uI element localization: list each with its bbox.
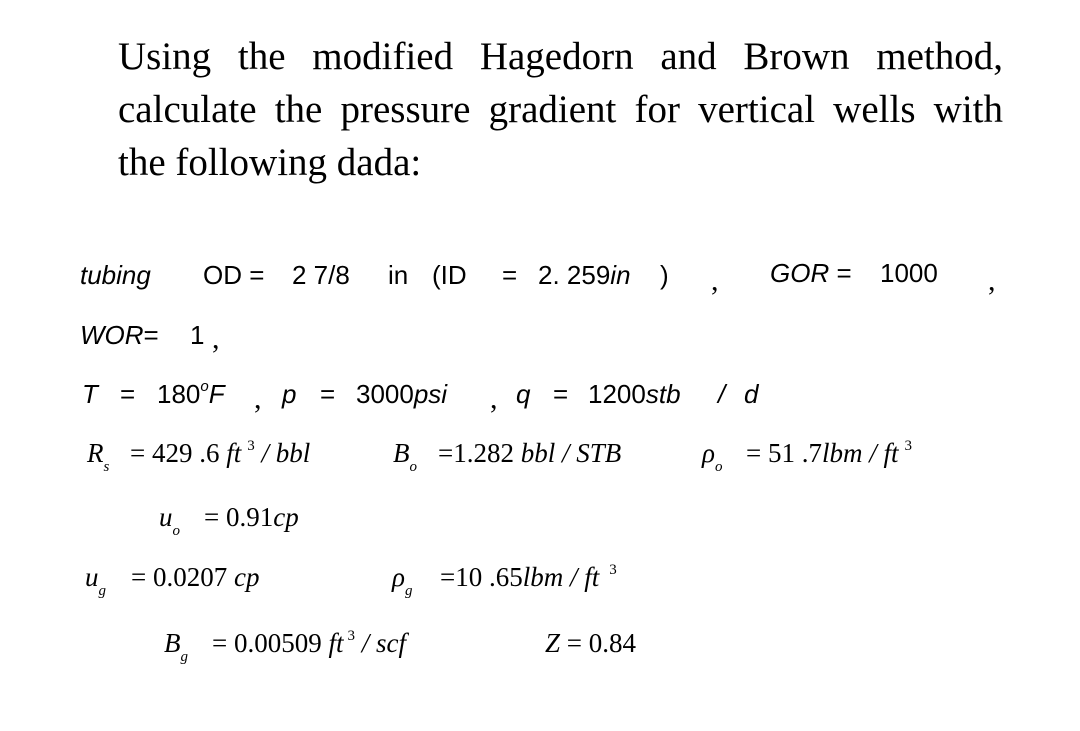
- bg-symbol: $B_g$: [164, 628, 188, 665]
- rho-g-symbol: $\rho_g$: [392, 562, 413, 599]
- t-value: 180$^o$F: [157, 378, 225, 409]
- p-eq: =: [320, 379, 336, 409]
- t-eq: =: [120, 379, 136, 409]
- comma-2: ,: [988, 264, 996, 297]
- q-eq: =: [553, 379, 569, 409]
- comma-3: ,: [212, 322, 220, 355]
- comma-4: ,: [254, 382, 262, 415]
- id-close: ): [660, 260, 669, 290]
- q-unit-d: d: [744, 379, 759, 409]
- id-value: 2. 259in: [538, 260, 631, 290]
- q-label: q: [516, 379, 531, 409]
- q-value: 1200stb: [588, 379, 681, 409]
- comma-1: ,: [711, 264, 719, 297]
- ug-symbol: $u_g$: [85, 562, 106, 599]
- uo-symbol: $u_o$: [159, 502, 180, 539]
- rs-value: = 429 .6 ft $^3$ / bbl: [130, 438, 311, 468]
- rs-symbol: $R_s$: [87, 438, 110, 475]
- bo-value: =1.282 bbl / STB: [438, 438, 622, 468]
- rho-o-value: = 51 .7lbm / ft $^3$: [746, 438, 912, 468]
- q-slash: /: [718, 379, 726, 409]
- uo-value: = 0.91cp: [204, 502, 299, 532]
- rho-o-symbol: $\rho_o$: [702, 438, 723, 475]
- p-value: 3000psi: [356, 379, 448, 409]
- intro-line-2: calculate the pressure gradient for vertical wells with: [118, 88, 1003, 131]
- ug-value: = 0.0207 cp: [131, 562, 260, 592]
- gor-value: 1000: [880, 258, 938, 288]
- id-label: (ID: [432, 260, 467, 290]
- comma-5: ,: [490, 382, 498, 415]
- id-eq: =: [502, 260, 518, 290]
- intro-line-1: Using the modified Hagedorn and Brown method,: [118, 35, 1003, 78]
- p-label: p: [282, 379, 297, 409]
- z-factor: Z = 0.84: [545, 628, 637, 658]
- t-label: T: [82, 379, 98, 409]
- intro-line-3: the following dada:: [118, 141, 422, 184]
- tubing-label: tubing: [80, 260, 151, 290]
- gor-label: GOR =: [770, 258, 852, 288]
- od-label: OD =: [203, 260, 265, 290]
- bg-value: = 0.00509 ft $^3$ / scf: [212, 628, 406, 658]
- wor-value: 1: [190, 320, 205, 350]
- od-unit: in: [388, 260, 409, 290]
- wor-label: WOR=: [80, 320, 159, 350]
- od-value: 2 7/8: [292, 260, 350, 290]
- problem-statement: [118, 30, 1003, 189]
- bo-symbol: $B_o$: [393, 438, 417, 475]
- rho-g-value: =10 .65lbm / ft $^3$: [440, 562, 617, 592]
